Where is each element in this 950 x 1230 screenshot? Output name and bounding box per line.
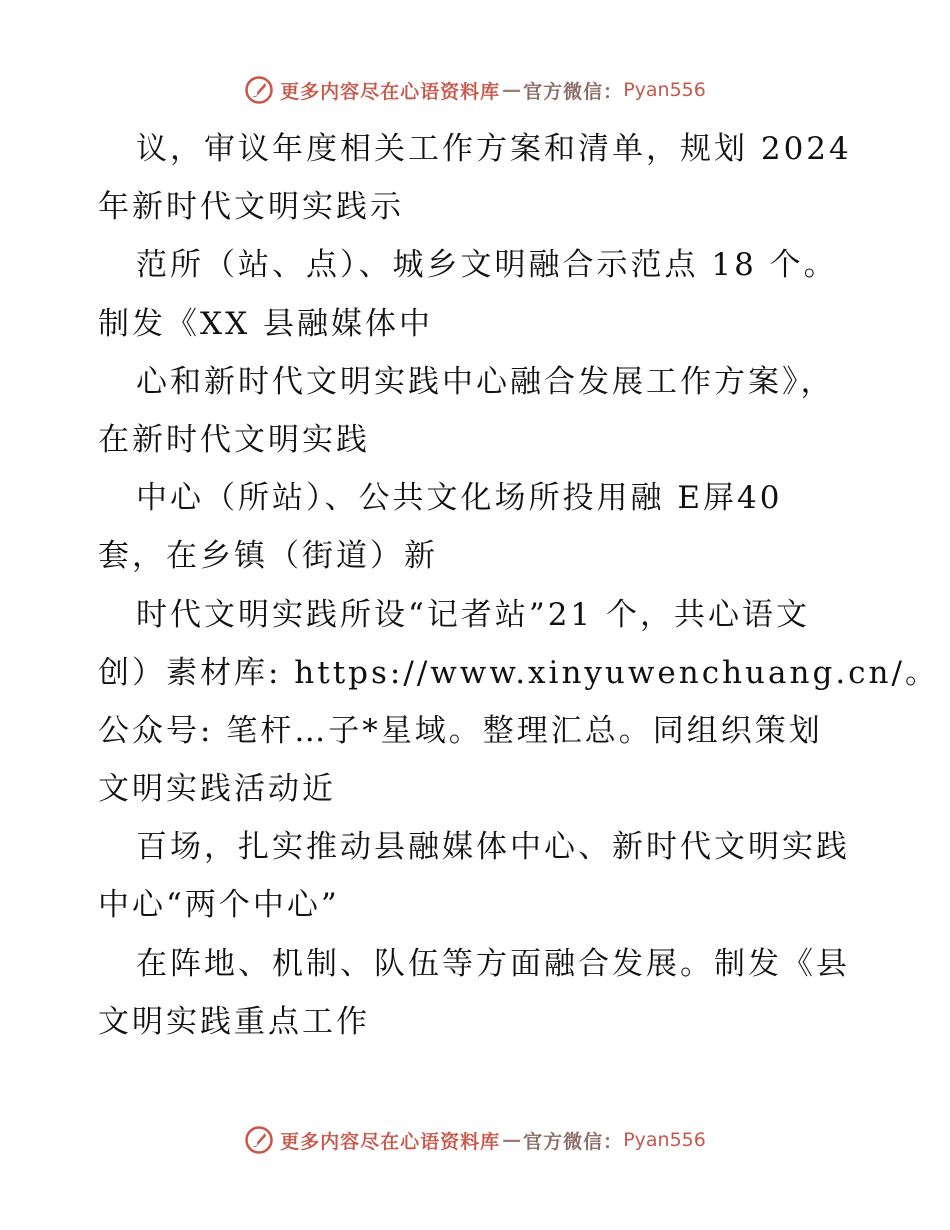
body-line: 百场，扎实推动县融媒体中心、新时代文明实践 — [136, 829, 850, 866]
watermark-label: 官方微信： — [523, 1130, 624, 1153]
body-line: 年新时代文明实践示 — [98, 189, 404, 226]
quill-logo-icon — [244, 1125, 274, 1155]
body-line: 套，在乡镇（街道）新 — [98, 538, 438, 575]
body-line: 议，审议年度相关工作方案和清单，规划 2024 — [136, 131, 852, 167]
body-line: 中心（所站）、公共文化场所投用融 E屏40 — [136, 480, 783, 517]
watermark-dash: — — [502, 79, 522, 101]
body-line: 文明实践重点工作 — [98, 1003, 370, 1040]
quill-logo-icon — [244, 75, 274, 105]
watermark-wechat-id: Pyan556 — [623, 79, 706, 101]
watermark-label: 官方微信： — [523, 80, 624, 103]
body-line: 在新时代文明实践 — [98, 421, 370, 458]
document-body — [98, 120, 939, 1051]
body-line: 范所（站、点）、城乡文明融合示范点 18 个。 — [136, 247, 838, 284]
body-line: 文明实践活动近 — [98, 771, 336, 808]
body-line: 公众号: 笔杆…子*星域。整理汇总。同组织策划 — [98, 712, 823, 749]
footer-watermark — [0, 1120, 950, 1160]
watermark-dash: — — [502, 1129, 522, 1151]
body-line: 心和新时代文明实践中心融合发展工作方案》， — [136, 363, 835, 400]
body-line: 中心“两个中心” — [98, 887, 340, 924]
watermark-text: 更多内容尽在心语资料库 — [280, 80, 501, 103]
body-line: 制发《XX 县融媒体中 — [98, 305, 433, 342]
body-line: 时代文明实践所设“记者站”21 个，共心语文 — [136, 596, 810, 633]
body-line: 创）素材库: https://www.xinyuwenchuang.cn/。 — [98, 654, 939, 691]
watermark-text: 更多内容尽在心语资料库 — [280, 1130, 501, 1153]
body-line: 在阵地、机制、队伍等方面融合发展。制发《县 — [136, 945, 850, 982]
watermark-wechat-id: Pyan556 — [623, 1129, 706, 1151]
header-watermark — [0, 70, 950, 110]
